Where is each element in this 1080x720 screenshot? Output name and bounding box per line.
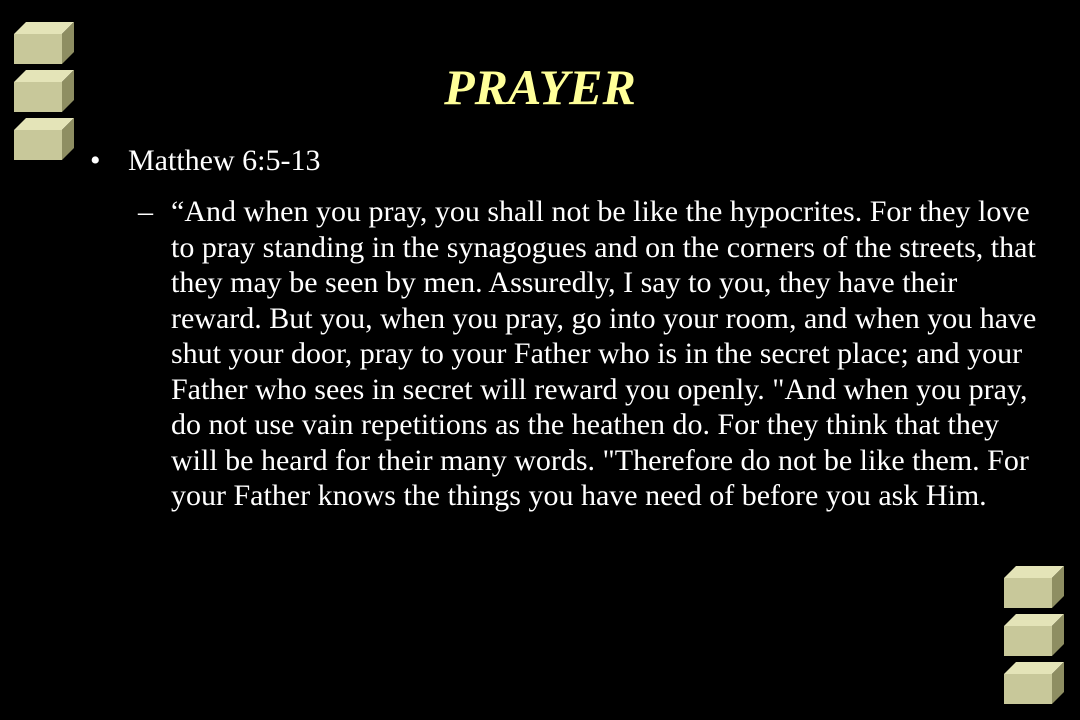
cube-icon xyxy=(1004,566,1064,608)
cube-icon xyxy=(14,118,74,160)
scripture-reference: Matthew 6:5-13 xyxy=(128,144,321,177)
slide-title: PRAYER xyxy=(444,59,636,115)
scripture-quote: “And when you pray, you shall not be like the hypocrites. For they love to pray standing in the synagogues and on the corners of the streets, that they may be seen by men. Assuredly, I say to you, they have their reward. But you, when you pray, go into your room, and when you have shut your door, pray to your Father who is in the secret place; and your Father who sees in secret will reward you openly. "And when you pray, do not use vain repetitions as the heathen do. For they think that they will be heard for their many words. "Therefore do not be like them. For your Father knows the things you have need of before you ask Him. xyxy=(171,195,1037,512)
dash-icon: – xyxy=(138,195,153,228)
cube-icon xyxy=(1004,614,1064,656)
sub-bullet-item xyxy=(138,194,1038,514)
cube-icon xyxy=(1004,662,1064,704)
bullet-icon: • xyxy=(90,144,101,177)
bullet-item xyxy=(90,146,1030,176)
cube-icon xyxy=(14,22,74,64)
